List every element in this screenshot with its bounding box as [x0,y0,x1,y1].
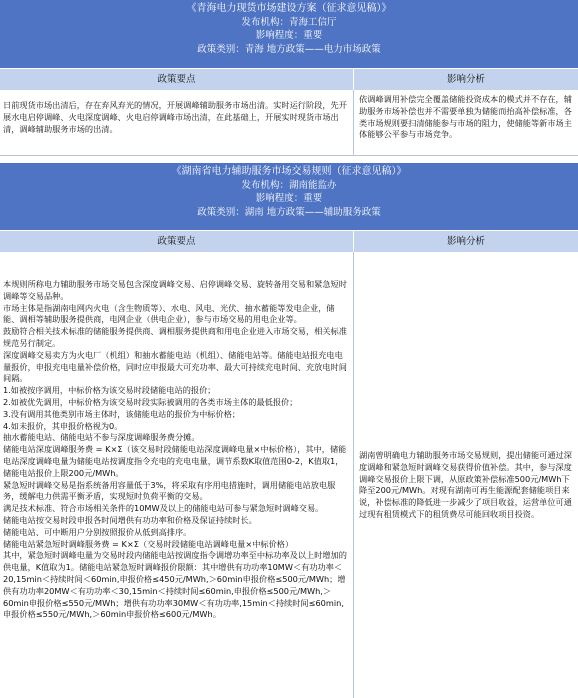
policy-point: 3.没有调用其他类别市场主体时，该储能电站的报价为中标价格； [3,408,241,419]
policy-point: 鼓励符合相关技术标准的储能服务提供商、调相服务提供商和用电企业进入市场交易，相关标准规范另行制定。 [3,326,347,348]
policy-title: 《湖南省电力辅助服务市场交易规则（征求意见稿）》 [171,166,407,177]
policy-publisher: 发布机构：湖南能监办 [241,179,337,191]
policy-point: 储能电站深度调峰服务费 = K×Σ（该交易时段储能电站深度调峰电量×中标价格），其中，储能电站深度调峰电量为储能电站按调度指令充电的充电电量，调节系数K取值范围0-2，K值取1，储能电站报价上限200元/MWh。 [3,444,347,478]
column-header-analysis: 影响分析 [446,236,485,247]
table-header-row [0,231,578,252]
table-header-row [0,69,578,90]
policy-category: 政策类别：湖南 地方政策——辅助服务政策 [197,206,381,218]
policy-points-cell [0,252,354,698]
impact-analysis-cell: 依调峰调用补偿完全覆盖储能投资成本的模式并不存在，辅助服务市场补偿也并不需要单独为储能而抬高补偿标准，各类市场规则要扫清储能参与市场的阻力，使储能等新市场主体能够公平参与市场竞争。 [359,94,572,140]
policy-point: 4.如未报价，其申报价格视为0。 [3,420,123,431]
table-row [0,90,578,156]
policy-point: 其中，紧急短时调峰电量为交易时段内储能电站按调度指令调增功率至中标功率及以上时增加的供电量，K值取为1。储能电站紧急短时调峰报价限额：其中增供有功功率10MW＜有功功率＜20,15min＜持续时间＜60min,申报价格≤450元/MWh,＞60min申报价格≤500元/MWh；增供有功功率20MW＜有功功率＜30,15min＜持续时间≤60min,申报价格≤500元/MWh,＞60min申报价格≤550元/MWh；增供有功功率30MW＜有功功率,15min＜持续时间≤60min,申报价格≤550元/MWh,＞60min申报价格≤600元/MWh。 [3,550,347,620]
policy-point: 储能电站紧急短时调峰服务费 = K×Σ（交易时段储能电站调峰电量×中标价格） [3,538,294,549]
policy-point: 满足技术标准、符合市场相关条件的10MW及以上的储能电站可参与紧急短时调峰交易。 [3,503,324,514]
policy-impact: 影响程度：重要 [255,193,323,204]
policy-point: 储能电站按交易时段申报各时间增供有功功率和价格及保证持续时长。 [3,514,257,525]
policy-point: 抽水蓄能电站、储能电站不参与深度调峰服务费分摊。 [3,432,200,443]
policy-category: 政策类别：青海 地方政策——电力市场政策 [197,43,381,55]
column-header-points: 政策要点 [0,231,354,252]
policy-point: 2.如被优先调用，中标价格为该交易时段实际被调用的各类市场主体的最低报价； [3,396,298,407]
policy-header-band [0,0,578,69]
policy-title: 《青海电力现货市场建设方案（征求意见稿）》 [186,3,392,14]
policy-point: 日前现货市场出清后，存在弃风弃光的情况，开展调峰辅助服务市场出清。实时运行阶段，先开展水电启停调峰、火电深度调峰、火电启停调峰市场出清，在此基础上，开展实时现货市场出清，调峰辅助服务市场的出清。 [3,100,347,134]
policy-point: 储能电站、可中断用户分别按照报价从低到高排序。 [3,526,192,537]
policy-impact: 影响程度：重要 [255,30,323,41]
policy-point: 紧急短时调峰交易是指系统备用容量低于3%，将采取有序用电措施时，调用储能电站放电服务，缓解电力供需平衡矛盾，实现短时负荷平衡的交易。 [3,479,336,502]
policy-header-band [0,163,578,231]
policy-publisher: 发布机构：青海工信厅 [241,16,337,28]
table-row [0,252,578,698]
policy-block-hunan [0,163,578,698]
column-header-points: 政策要点 [0,69,354,90]
policy-point: 市场主体是指湖南电网内火电（含生物质等）、水电、风电、光伏、抽水蓄能等发电企业，储能、调相等辅助服务提供商，电网企业（供电企业），参与市场交易的用电企业等。 [3,302,335,325]
impact-analysis-cell: 湖南曾明确电力辅助服务市场交易规则，提出储能可通过深度调峰和紧急短时调峰交易获得价值补偿。其中，参与深度调峰交易报价上限下调，从原政策补偿标准500元/MWh下降至200元/MWh。对现有湖南可再生能源配套储能项目来说，补偿标准的降低进一步减少了项目收益，运营单位可通过现有租赁模式下的租赁费尽可能回收项目投资。 [359,450,572,519]
policy-point: 深度调峰交易卖方为火电厂（机组）和抽水蓄能电站（机组）、储能电站等。储能电站报充电电量报价，申报充电电量补偿价格，同时应申报最大可充功率、最大可持续充电时间、充放电时间间隔。 [3,349,347,384]
column-header-analysis: 影响分析 [446,74,485,85]
policy-point: 1.如被按序调用，中标价格为该交易时段储能电站的报价； [3,385,216,396]
policy-point: 本规则所称电力辅助服务市场交易包含深度调峰交易、启停调峰交易、旋转备用交易和紧急短时调峰等交易品种。 [3,279,347,301]
policy-points-cell [0,90,354,155]
policy-block-qinghai [0,0,578,156]
